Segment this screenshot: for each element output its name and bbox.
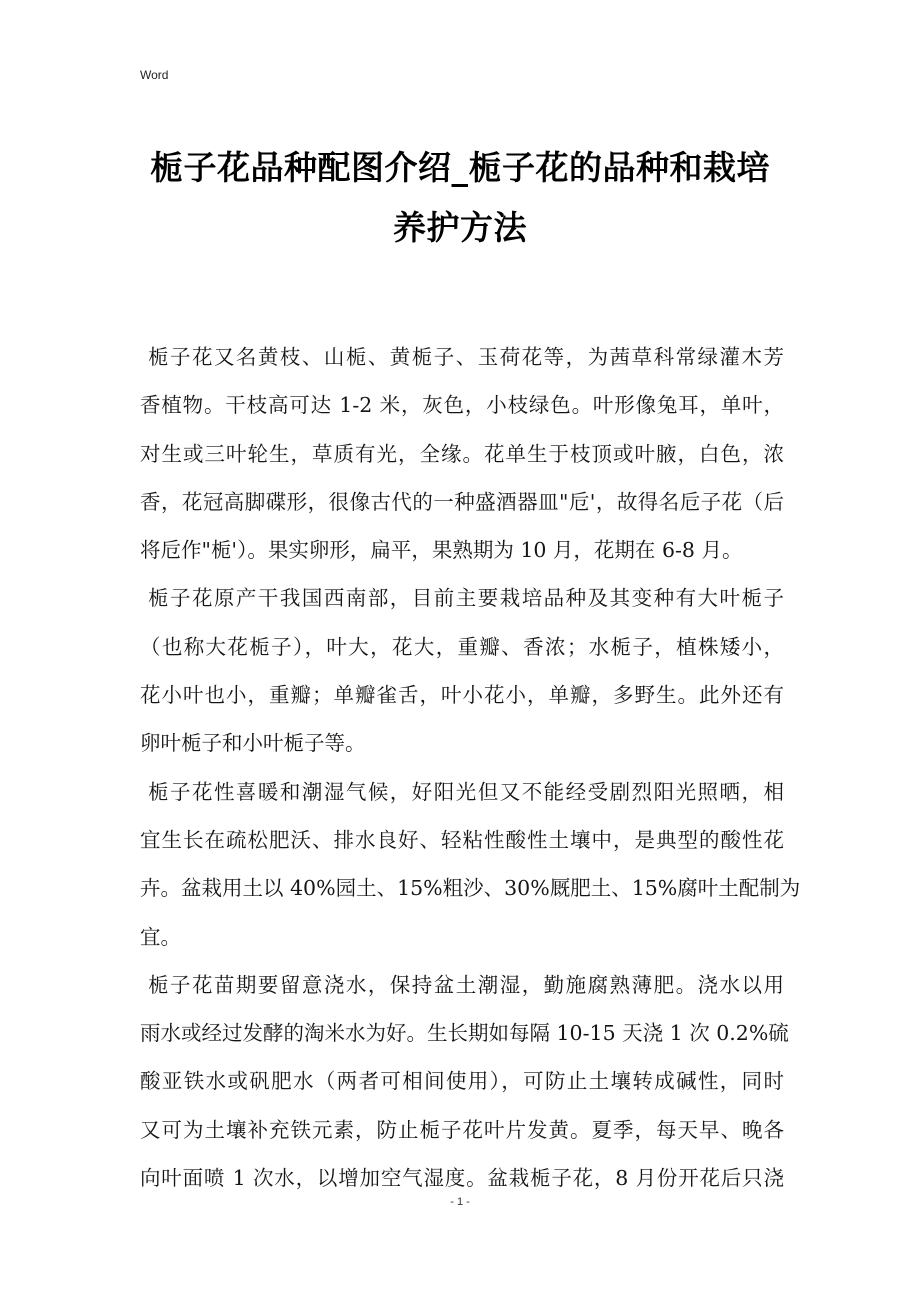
paragraph-3 bbox=[140, 768, 801, 961]
text-line: 卉。盆栽用土以 40%园土、15%粗沙、30%厩肥土、15%腐叶土配制为 bbox=[140, 876, 801, 901]
text-line: 香植物。干枝高可达 1-2 米，灰色，小枝绿色。叶形像兔耳，单叶， bbox=[140, 393, 784, 418]
text-line: 宜。 bbox=[140, 924, 181, 949]
text-line: 向叶面喷 1 次水，以增加空气湿度。盆栽栀子花，8 月份开花后只浇 bbox=[140, 1166, 784, 1191]
text-line: （也称大花栀子），叶大，花大，重瓣、香浓；水栀子，植株矮小， bbox=[140, 634, 784, 659]
page-number: - 1 - bbox=[450, 1196, 470, 1208]
text-line: 将卮作"栀'）。果实卵形，扁平，果熟期为 10 月，花期在 6-8 月。 bbox=[140, 538, 743, 563]
document-body bbox=[140, 333, 801, 1202]
text-line: 雨水或经过发酵的淘米水为好。生长期如每隔 10-15 天浇 1 次 0.2%硫 bbox=[140, 1021, 789, 1046]
text-line: 栀子花苗期要留意浇水，保持盆土潮湿，勤施腐熟薄肥。浇水以用 bbox=[148, 972, 784, 997]
text-line: 酸亚铁水或矾肥水（两者可相间使用），可防止土壤转成碱性，同时 bbox=[140, 1069, 784, 1094]
text-line: 栀子花原产干我国西南部，目前主要栽培品种及其变种有大叶栀子 bbox=[148, 586, 784, 611]
title-line: 栀子花品种配图介绍_栀子花的品种和栽培 bbox=[150, 148, 770, 187]
text-line: 花小叶也小，重瓣；单瓣雀舌，叶小花小，单瓣，多野生。此外还有 bbox=[140, 683, 784, 708]
text-line: 栀子花性喜暖和潮湿气候，好阳光但又不能经受剧烈阳光照晒，相 bbox=[148, 779, 784, 804]
paragraph-1 bbox=[140, 333, 784, 574]
text-line: 卵叶栀子和小叶栀子等。 bbox=[140, 731, 366, 756]
header-label: Word bbox=[140, 68, 169, 82]
text-line: 对生或三叶轮生，草质有光，全缘。花单生于枝顶或叶腋，白色，浓 bbox=[140, 441, 784, 466]
text-line: 宜生长在疏松肥沃、排水良好、轻粘性酸性土壤中，是典型的酸性花 bbox=[140, 827, 784, 852]
text-line: 又可为土壤补充铁元素，防止栀子花叶片发黄。夏季，每天早、晚各 bbox=[140, 1117, 784, 1142]
text-line: 香，花冠高脚碟形，很像古代的一种盛酒器皿"卮'，故得名卮子花（后 bbox=[140, 489, 784, 514]
text-line: 栀子花又名黄枝、山栀、黄栀子、玉荷花等，为茜草科常绿灌木芳 bbox=[148, 345, 784, 369]
title-line: 养护方法 bbox=[393, 208, 527, 247]
document-title bbox=[100, 138, 820, 258]
paragraph-4 bbox=[140, 961, 789, 1202]
paragraph-2 bbox=[140, 574, 784, 767]
